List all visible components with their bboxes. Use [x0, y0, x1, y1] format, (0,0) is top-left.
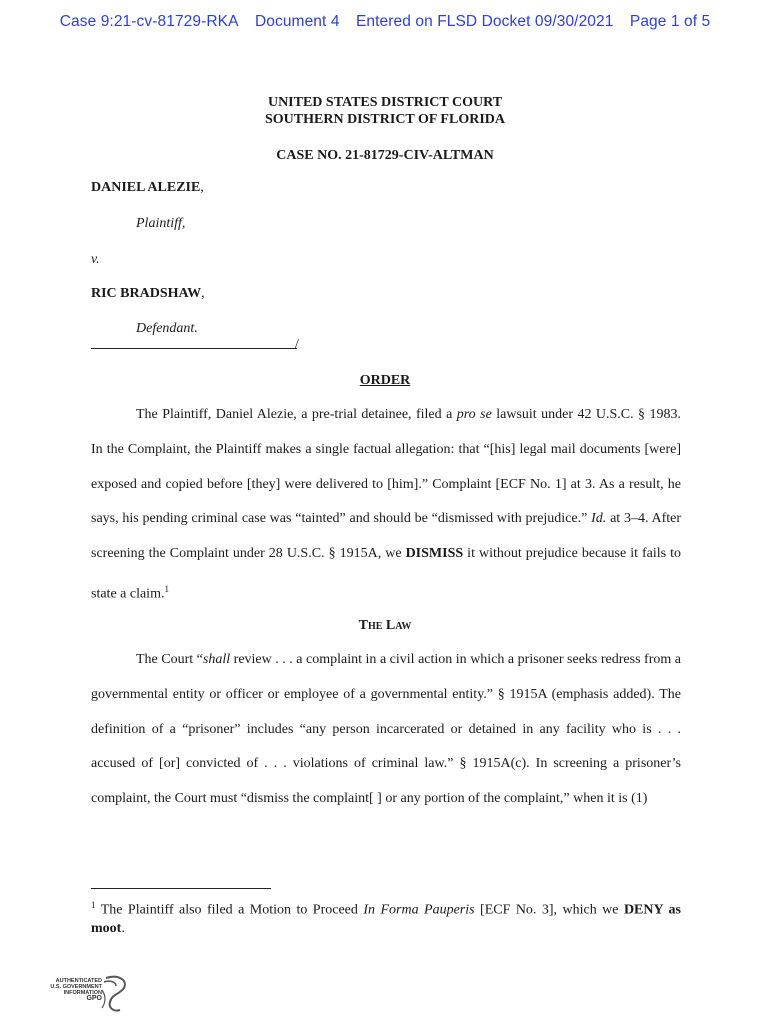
- footnote: $^1$ The Plaintiff also filed a Motion to Proceed In Forma Pauperis [ECF No. 3], which we DENY as moot.: [91, 900, 681, 936]
- eagle-icon: [40, 972, 130, 1014]
- court-name: [0, 94, 770, 128]
- caption-slash: /: [295, 337, 299, 352]
- footnote-rule: [91, 888, 271, 889]
- docket-header: [0, 13, 770, 31]
- header-case: Case 9:21-cv-81729-RKA: [59, 13, 239, 30]
- plaintiff-role: Plaintiff,: [136, 216, 186, 231]
- header-page: Page 1 of 5: [629, 13, 711, 30]
- case-number: CASE NO. 21-81729-CIV-ALTMAN: [276, 148, 494, 163]
- header-document: Document 4: [254, 13, 340, 30]
- versus: v.: [91, 252, 100, 267]
- paragraph-2: The Court “shall review . . . a complaint in a civil action in which a prisoner seeks redress from a governmental entity or officer or employee of a governmental entity.” § 1915A (emphasis added). The definition of a “prisoner” includes “any person incarcerated or detained in any facility who is . . . accused of [or] convicted of . . . violations of criminal law.” § 1915A(c). In screening a prisoner’s complaint, the Court must “dismiss the complaint[ ] or any portion of the complaint,” when it is (1): [91, 652, 681, 807]
- defendant-name: RIC BRADSHAW,: [91, 286, 205, 301]
- section-title: The Law: [358, 618, 412, 633]
- footnote-ref: 1: [164, 583, 169, 594]
- gpo-authentication-seal: AUTHENTICATED U.S. GOVERNMENT INFORMATION GPO: [50, 978, 102, 1002]
- caption-rule: [91, 348, 297, 349]
- order-title: ORDER: [359, 373, 411, 388]
- court-line-1: UNITED STATES DISTRICT COURT: [267, 95, 503, 110]
- paragraph-1: The Plaintiff, Daniel Alezie, a pre-trial detainee, filed a pro se lawsuit under 42 U.S.C. § 1983. In the Complaint, the Plaintiff makes a single factual allegation: that “[his] legal mail documents [were] exposed and copied before [they] were delivered to [him].” Complaint [ECF No. 1] at 3. As a result, he says, his pending criminal case was “tainted” and should be “dismissed with prejudice.” Id. at 3–4. After screening the Complaint under 28 U.S.C. § 1915A, we DISMISS it without prejudice because it fails to state a claim.$^1$: [91, 407, 682, 602]
- defendant-role: Defendant.: [136, 321, 198, 336]
- plaintiff-name: DANIEL ALEZIE,: [91, 180, 204, 195]
- header-entered: Entered on FLSD Docket 09/30/2021: [355, 13, 614, 30]
- court-line-2: SOUTHERN DISTRICT OF FLORIDA: [265, 112, 505, 127]
